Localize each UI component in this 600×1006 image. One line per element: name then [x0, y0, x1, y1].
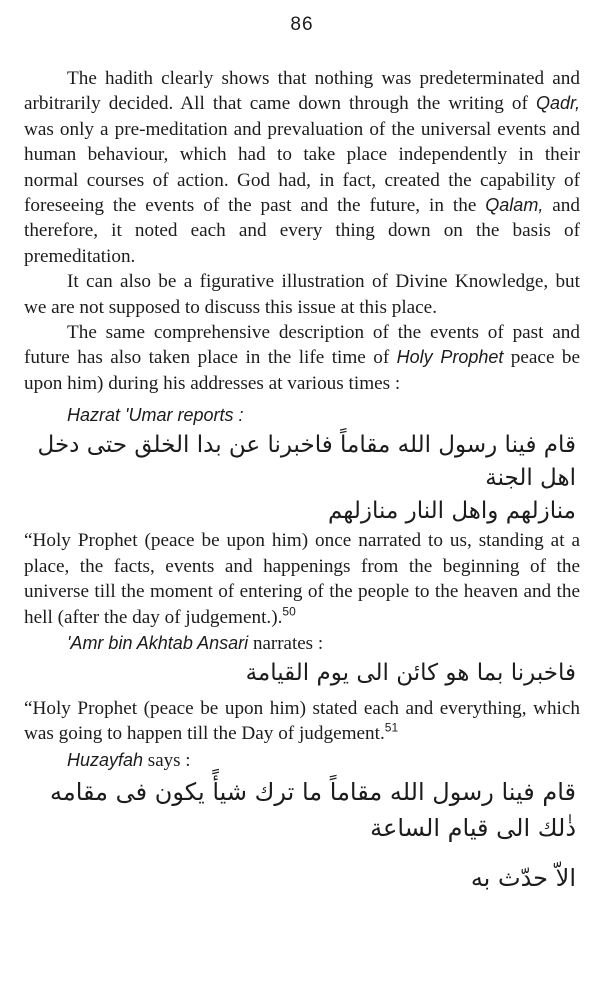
quote-3-arabic-line-1: قام فينا رسول الله مقاماً ما ترك شيأً يكون فى مقامه ذٰلك الى قيام الساعة	[49, 777, 576, 842]
paragraph-1-text-c: and therefore, it noted each and every thing down on the basis of premeditation.	[24, 195, 580, 267]
quote-1-arabic-line-1: قام فينا رسول الله مقاماً فاخبرنا عن بدا الخلق حتى دخل اهل الجنة	[37, 432, 576, 492]
paragraph-1	[24, 66, 580, 269]
quote-3-arabic-line-2: الاّ حدّث به	[470, 863, 576, 892]
paragraph-3-text-a: The same comprehensive description of the events of past and future has also taken place in the life time of	[24, 322, 580, 369]
quote-2-arabic: فاخبرنا بما هو كائن الى يوم القيامة	[245, 659, 576, 686]
paragraph-1-text-b: was only a pre-meditation and prevaluation of the universal events and human behaviour, which had to take place independently in their normal courses of action. God had, in fact, created the capability of foreseeing the events of the past and the future, in the	[24, 118, 580, 217]
quote-1-translation	[24, 528, 580, 630]
quote-3-attribution	[24, 747, 580, 774]
quote-2-verb: narrates :	[248, 632, 324, 654]
quote-1-attribution	[24, 402, 580, 429]
quote-2-attribution	[24, 630, 580, 657]
quote-3-verb: says :	[143, 749, 191, 771]
footnote-ref-50: 50	[282, 604, 296, 619]
paragraph-3	[24, 320, 580, 396]
quote-1-translation-text: “Holy Prophet (peace be upon him) once narrated to us, standing at a place, the facts, events and happenings from the beginning of the universe till the moment of entering of the people to the heaven and the hell (after the day of judgement.).	[24, 530, 580, 628]
paragraph-2: It can also be a figurative illustration of Divine Knowledge, but we are not supposed to discuss this issue at this place.	[24, 271, 580, 318]
term-qadr: Qadr,	[535, 93, 580, 114]
quote-1-narrator: Hazrat 'Umar reports :	[67, 405, 244, 426]
paragraph-3-text-b: peace be upon him) during his addresses at various times :	[24, 347, 581, 394]
term-holy-prophet: Holy Prophet	[396, 347, 504, 368]
quote-3-narrator: Huzayfah	[67, 749, 144, 770]
paragraph-1-text-a: The hadith clearly shows that nothing was predeterminated and arbitrarily decided. All that came down through the writing of	[24, 68, 580, 115]
page-number: 86	[290, 14, 314, 35]
quote-2-translation-text: “Holy Prophet (peace be upon him) stated each and everything, which was going to happen till the Day of judgement.	[24, 697, 580, 745]
page-content	[24, 66, 580, 896]
footnote-ref-51: 51	[384, 720, 399, 735]
quote-1-arabic-line-2: منازلهم واهل النار منازلهم	[327, 498, 576, 525]
quote-2-translation	[24, 696, 580, 747]
quote-2-narrator: 'Amr bin Akhtab Ansari	[67, 632, 249, 653]
term-qalam: Qalam,	[485, 195, 544, 216]
